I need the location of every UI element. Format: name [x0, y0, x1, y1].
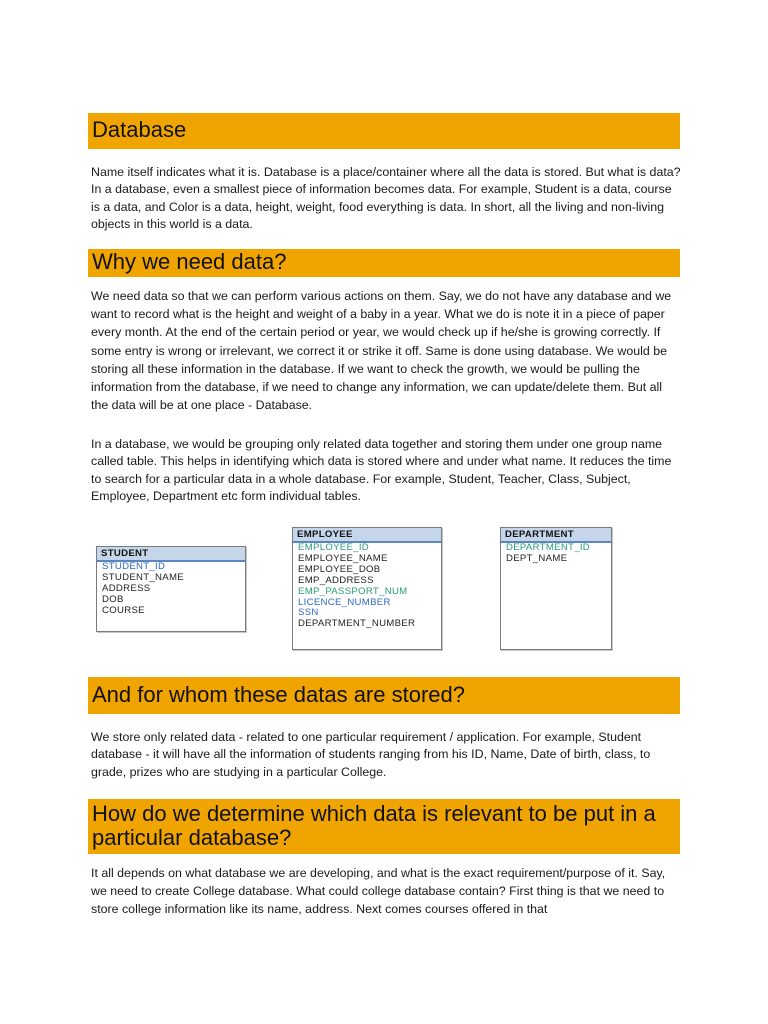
student-table-row: ADDRESS [102, 582, 151, 594]
student-table [96, 546, 246, 632]
paragraph-database: Name itself indicates what it is. Database is a place/container where all the data is stored. But what is data? In a database, even a smallest piece of information becomes data. For example, Student is a data, course is a data, and Color is a data, height, weight, food everything is data. In short, all the living and non-living objects in this world is a data. [91, 165, 681, 232]
employee-table [292, 527, 442, 650]
student-table-row: STUDENT_NAME [102, 571, 184, 583]
employee-table-row: LICENCE_NUMBER [298, 596, 391, 608]
employee-table-row: EMP_PASSPORT_NUM [298, 585, 408, 597]
student-table-title: STUDENT [97, 547, 245, 562]
heading-database: Database [88, 113, 680, 149]
heading-determine-relevant: How do we determine which data is relevant to be put in a particular database? [88, 799, 680, 854]
employee-table-row: EMPLOYEE_NAME [298, 552, 388, 564]
student-table-row: STUDENT_ID [102, 561, 166, 572]
paragraph-why-need-data: We need data so that we can perform various actions on them. Say, we do not have any database and we want to record what is the height and weight of a baby in a year. What we do is note it in a piece of paper every month. At the end of the certain period or year, we would check up if he/she is growing correctly. If some entry is wrong or irrelevant, we correct it or strike it off. Same is done using database. We would be storing all these information in the database. If we want to check the growth, we would be pulling the information from the database, if we need to change any information, we can update/delete them. But all the data will be at one place - Database. [91, 289, 672, 413]
department-table-title: DEPARTMENT [501, 528, 611, 543]
employee-table-row: DEPARTMENT_NUMBER [298, 618, 416, 630]
paragraph-tables-intro: In a database, we would be grouping only related data together and storing them under one group name called table. This helps in identifying which data is stored where and under what name. It reduces the time to search for a particular data in a whole database. For example, Student, Teacher, Class, Subject, Employee, Department etc form individual tables. [91, 437, 672, 504]
employee-table-row: EMPLOYEE_ID [298, 542, 370, 553]
student-table-row: DOB [102, 593, 124, 605]
paragraph-for-whom: We store only related data - related to one particular requirement / application. For example, Student database - it will have all the information of students ranging from his ID, Name, Date of birth, class, to grade, prizes who are studying in a particular College. [91, 730, 651, 779]
employee-table-title: EMPLOYEE [293, 528, 441, 543]
employee-table-row: EMPLOYEE_DOB [298, 563, 381, 575]
heading-for-whom: And for whom these datas are stored? [88, 677, 680, 714]
student-table-row: COURSE [102, 604, 145, 616]
employee-table-row: EMP_ADDRESS [298, 574, 374, 586]
department-table-row: DEPARTMENT_ID [506, 542, 591, 553]
employee-table-row: SSN [298, 607, 319, 619]
paragraph-determine-relevant: It all depends on what database we are developing, and what is the exact requirement/purpose of it. Say, we need to create College database. What could college database contain? First thing is that we need to store college information like its name, address. Next comes courses offered in that [91, 866, 666, 917]
department-table-row: DEPT_NAME [506, 552, 568, 564]
department-table [500, 527, 612, 650]
heading-why-need-data: Why we need data? [88, 249, 680, 277]
